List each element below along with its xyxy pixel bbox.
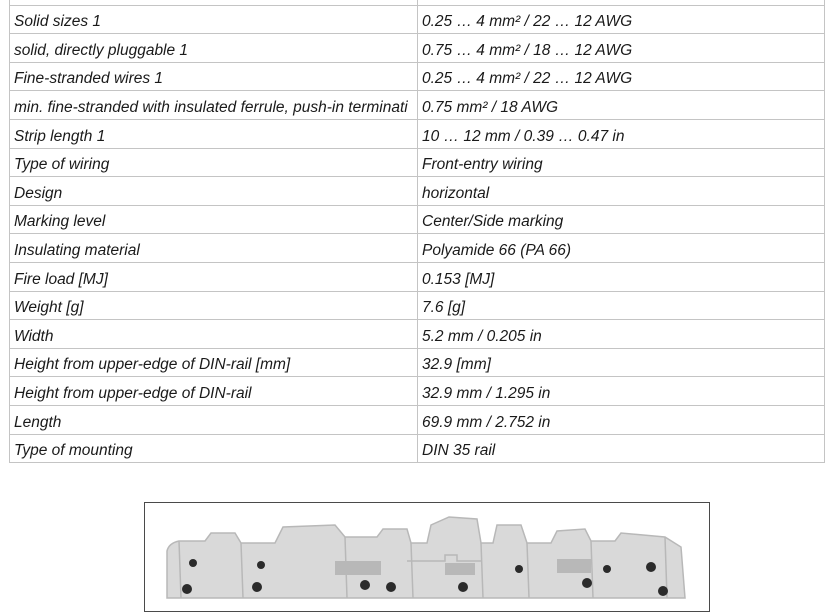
spec-value: horizontal [418, 177, 825, 206]
spec-label: Fire load [MJ] [10, 262, 418, 291]
spec-value: 0.25 … 4 mm² / 22 … 12 AWG [418, 5, 825, 34]
spec-label: Weight [g] [10, 291, 418, 320]
spec-value: 69.9 mm / 2.752 in [418, 405, 825, 434]
spec-label: Length [10, 405, 418, 434]
table-row [10, 348, 825, 377]
spec-value: 7.6 [g] [418, 291, 825, 320]
spec-label: Type of mounting [10, 434, 418, 463]
specification-rows [10, 0, 825, 463]
spec-label: Insulating material [10, 234, 418, 263]
table-row [10, 434, 825, 463]
spec-value: 0.153 [MJ] [418, 262, 825, 291]
table-row [10, 62, 825, 91]
spec-value: Front-entry wiring [418, 148, 825, 177]
spec-value: 0.25 … 4 mm² / 22 … 12 AWG [418, 62, 825, 91]
product-image [144, 502, 710, 612]
spec-label: min. fine-stranded with insulated ferrule, push-in terminati [10, 91, 418, 120]
table-row [10, 291, 825, 320]
spec-label: Solid sizes 1 [10, 5, 418, 34]
spec-label: Type of wiring [10, 148, 418, 177]
spec-value: 0.75 mm² / 18 AWG [418, 91, 825, 120]
spec-value: 0.75 … 4 mm² / 18 … 12 AWG [418, 34, 825, 63]
table-row [10, 262, 825, 291]
terminal-block-illustration [145, 503, 709, 611]
spec-label: Fine-stranded wires 1 [10, 62, 418, 91]
spec-label: Strip length 1 [10, 119, 418, 148]
table-row [10, 377, 825, 406]
spec-value: Polyamide 66 (PA 66) [418, 234, 825, 263]
spec-label: Height from upper-edge of DIN-rail [10, 377, 418, 406]
spec-label: Design [10, 177, 418, 206]
spec-value: 32.9 [mm] [418, 348, 825, 377]
table-row [10, 177, 825, 206]
table-row [10, 205, 825, 234]
table-row [10, 91, 825, 120]
table-row [10, 320, 825, 349]
table-row [10, 5, 825, 34]
spec-value: DIN 35 rail [418, 434, 825, 463]
spec-value: 10 … 12 mm / 0.39 … 0.47 in [418, 119, 825, 148]
table-row [10, 405, 825, 434]
spec-value: 5.2 mm / 0.205 in [418, 320, 825, 349]
table-row [10, 234, 825, 263]
table-row [10, 119, 825, 148]
spec-label: solid, directly pluggable 1 [10, 34, 418, 63]
spec-label: Height from upper-edge of DIN-rail [mm] [10, 348, 418, 377]
spec-label: Width [10, 320, 418, 349]
table-row [10, 148, 825, 177]
specification-table [9, 0, 825, 463]
spec-value: 32.9 mm / 1.295 in [418, 377, 825, 406]
table-row [10, 34, 825, 63]
spec-value: Center/Side marking [418, 205, 825, 234]
spec-label: Marking level [10, 205, 418, 234]
terminal-block-body [167, 517, 685, 598]
